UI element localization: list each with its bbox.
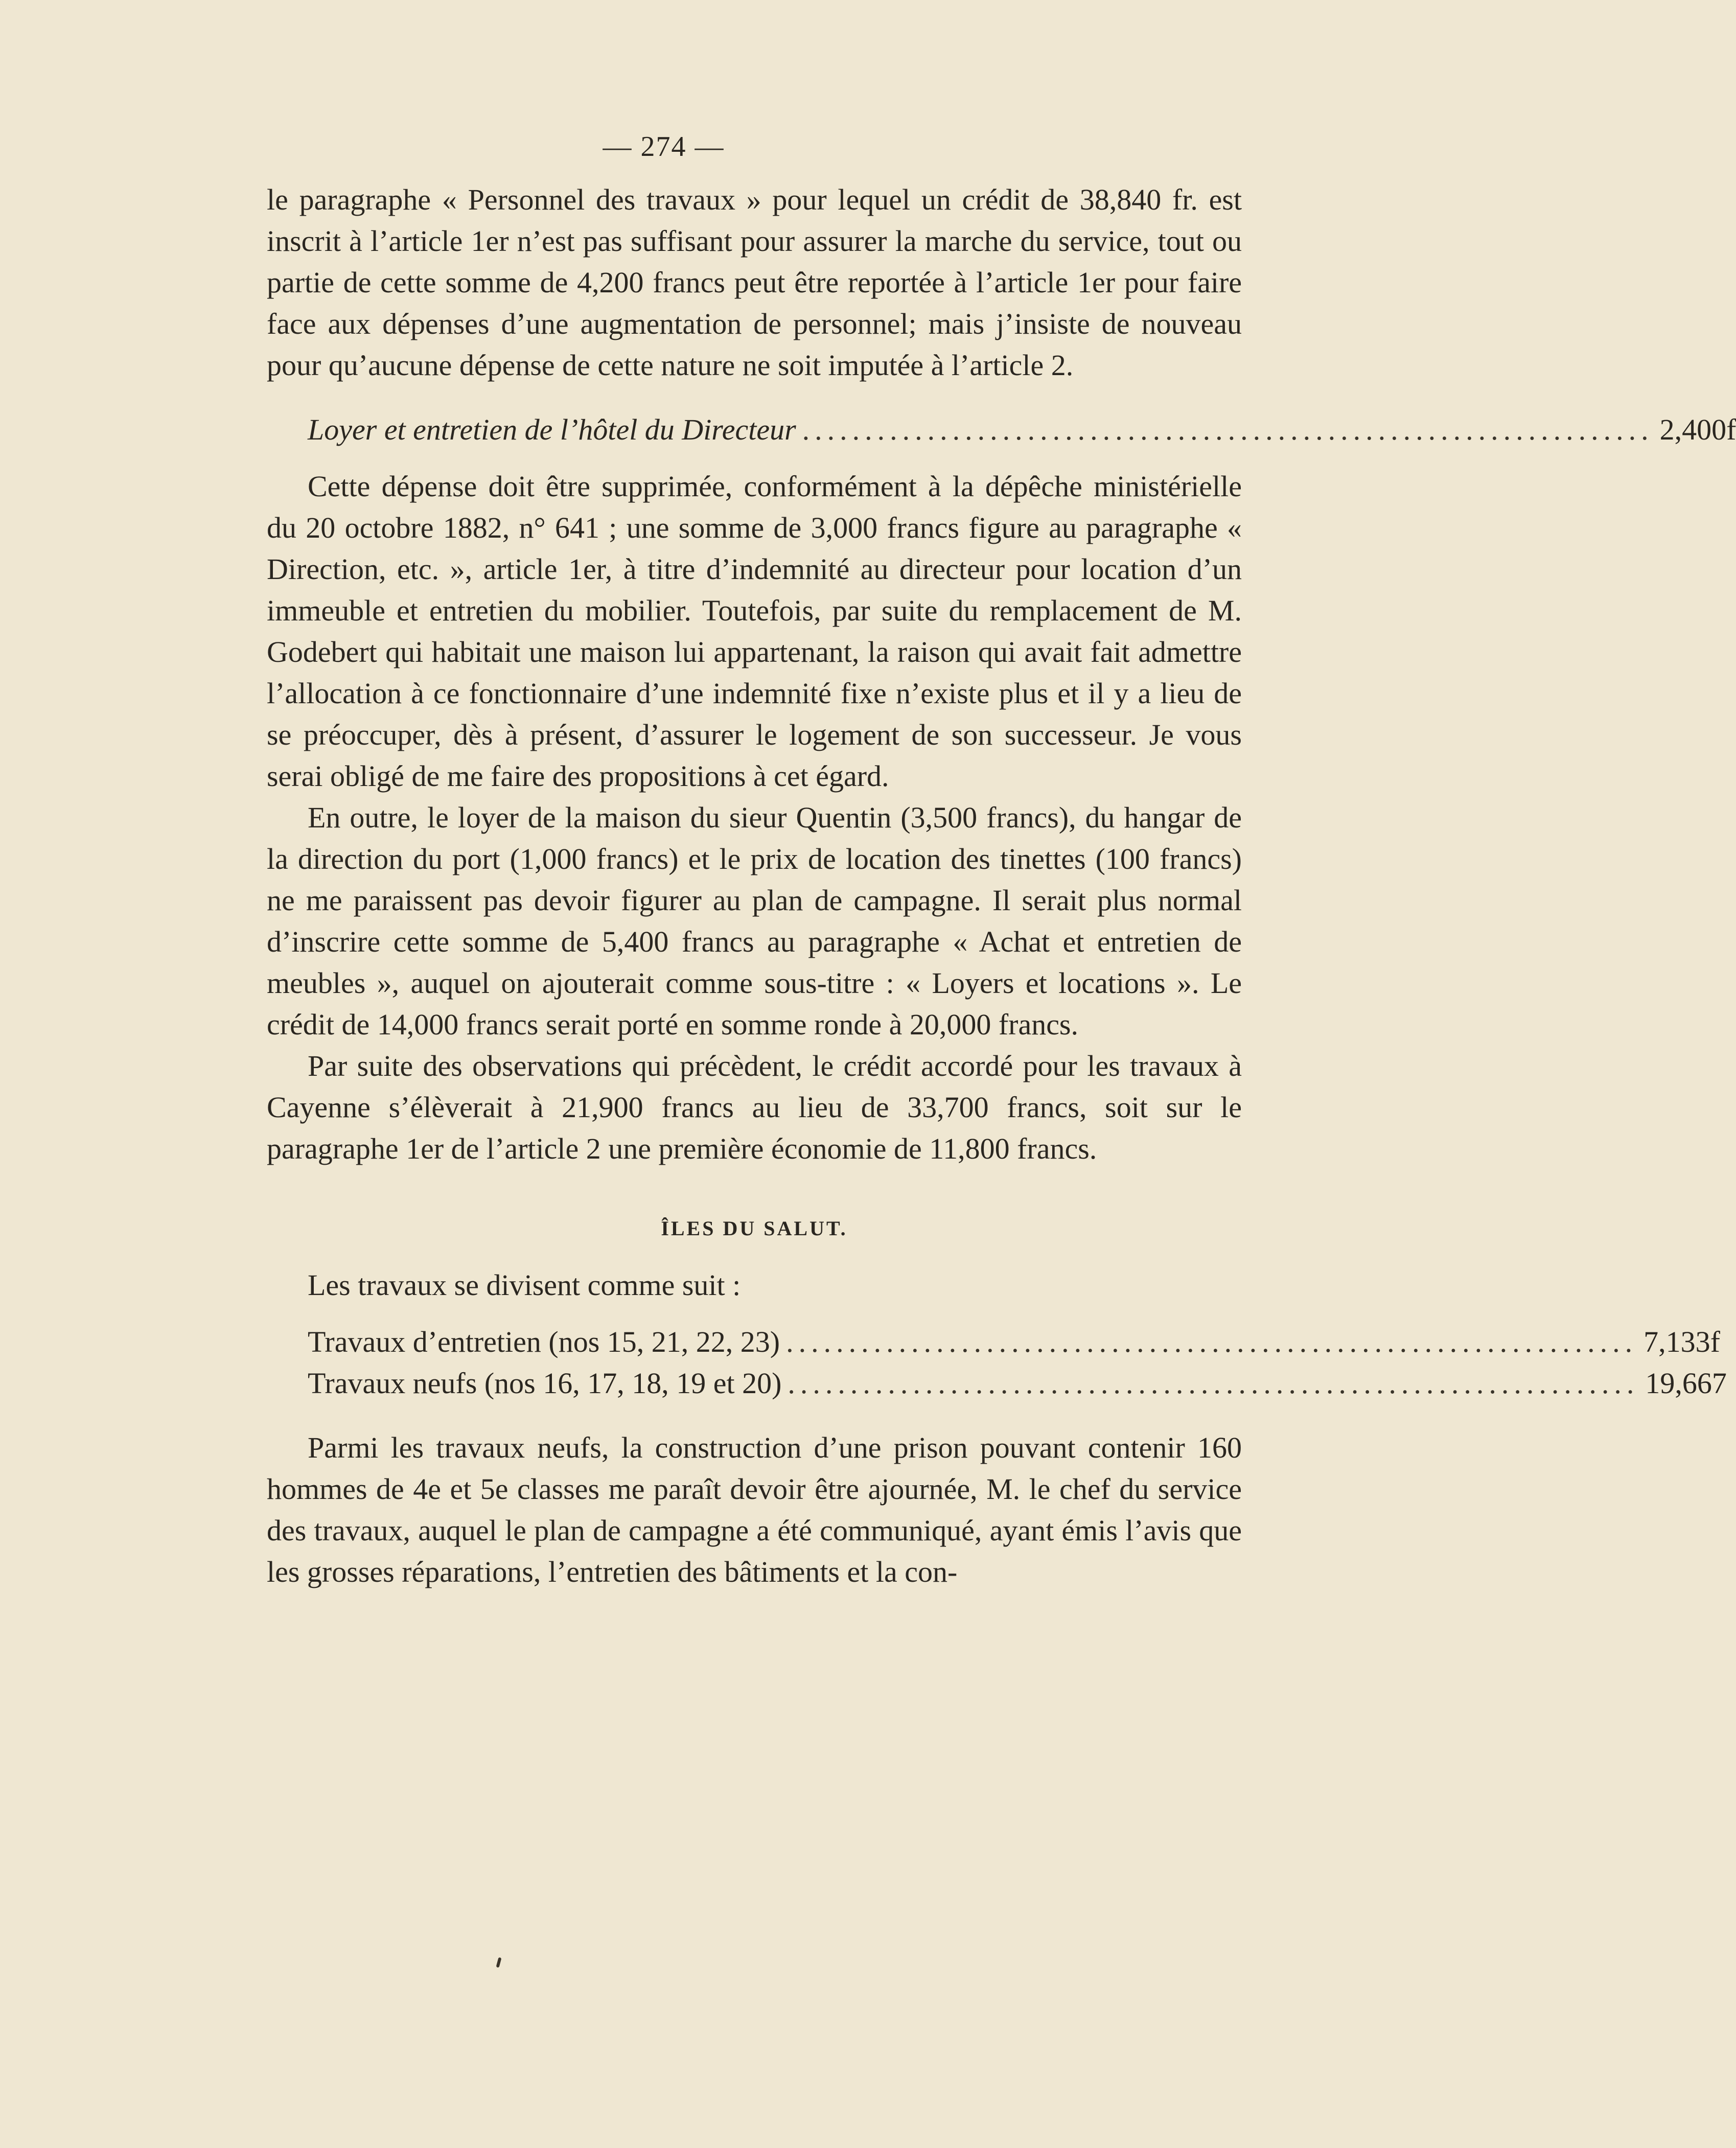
page-number: — 274 — xyxy=(603,131,725,163)
line-item-label: Travaux d’entretien (nos 15, 21, 22, 23) xyxy=(308,1325,780,1358)
ink-speck xyxy=(496,1957,502,1968)
spacer xyxy=(267,1249,1242,1264)
line-item-amount: 2,400f xyxy=(1659,413,1736,446)
spacer xyxy=(267,1192,1242,1208)
spacer xyxy=(267,386,1242,409)
spacer xyxy=(267,1306,1242,1321)
page-body xyxy=(267,179,1736,1592)
paragraph-depense: Cette dépense doit être supprimée, conformément à la dépêche ministérielle du 20 octobre 1882, n° 641 ; une somme de 3,000 francs figure au paragraphe « Direction, etc. », article 1er, à titre d’indemnité au directeur pour location d’un immeuble et entretien du mobilier. Toutefois, par suite du remplacement de M. Godebert qui habitait une maison lui appartenant, la raison qui avait fait admettre l’allocation à ce fonctionnaire d’une indemnité fixe n’existe plus et il y a lieu de se préoccuper, dès à présent, d’assurer le logement de son successeur. Je vous serai obligé de me faire des propositions à cet égard. xyxy=(267,470,1242,793)
paragraph-loyers: En outre, le loyer de la maison du sieur Quentin (3,500 francs), du hangar de la direction du port (1,000 francs) et le prix de location des tinettes (100 francs) ne me paraissent pas devoir figurer au plan de campagne. Il serait plus normal d’inscrire cette somme de 5,400 francs au paragraphe « Achat et entretien de meubles », auquel on ajouterait comme sous-titre : « Loyers et locations ». Le crédit de 14,000 francs serait porté en somme ronde à 20,000 francs. xyxy=(267,801,1242,1041)
line-item-entretien xyxy=(267,1321,1720,1362)
paragraph-personnel: le paragraphe « Personnel des travaux » pour lequel un crédit de 38,840 fr. est inscrit à l’article 1er n’est pas suffisant pour assurer la marche du service, tout ou partie de cette somme de 4,200 francs peut être reportée à l’article 1er pour faire face aux dépenses d’une augmentation de personnel; mais j’insiste de nouveau pour qu’aucune dépense de cette nature ne soit imputée à l’article 2. xyxy=(267,183,1242,382)
line-item-amount: 19,667 xyxy=(1645,1367,1727,1400)
paragraph-prison: Parmi les travaux neufs, la construction d’une prison pouvant contenir 160 hommes de 4e et 5e classes me paraît devoir être ajournée, M. le chef du service des travaux, auquel le plan de campagne a été communiqué, ayant émis l’avis que les grosses réparations, l’entretien des bâtiments et la con- xyxy=(267,1431,1242,1588)
dot-leader: .................................................................... xyxy=(802,413,1654,446)
line-item-amount: 7,133f xyxy=(1644,1325,1720,1358)
paragraph-credit: Par suite des observations qui précèdent, le crédit accordé pour les travaux à Cayenne s’élèverait à 21,900 francs au lieu de 33,700 francs, soit sur le paragraphe 1er de l’article 2 une première économie de 11,800 francs. xyxy=(267,1049,1242,1165)
dot-leader: .................................................................... xyxy=(788,1367,1639,1400)
line-item-label: Loyer et entretien de l’hôtel du Directeur xyxy=(308,413,796,446)
spacer xyxy=(267,1404,1242,1427)
section-intro: Les travaux se divisent comme suit : xyxy=(308,1268,741,1302)
line-item-neufs xyxy=(267,1362,1727,1404)
line-item-loyer xyxy=(267,409,1736,450)
section-heading: ÎLES DU SALUT. xyxy=(661,1217,848,1240)
dot-leader: .................................................................... xyxy=(786,1325,1638,1358)
spacer xyxy=(267,450,1242,466)
line-item-label: Travaux neufs (nos 16, 17, 18, 19 et 20) xyxy=(308,1367,782,1400)
spacer xyxy=(267,1169,1242,1192)
